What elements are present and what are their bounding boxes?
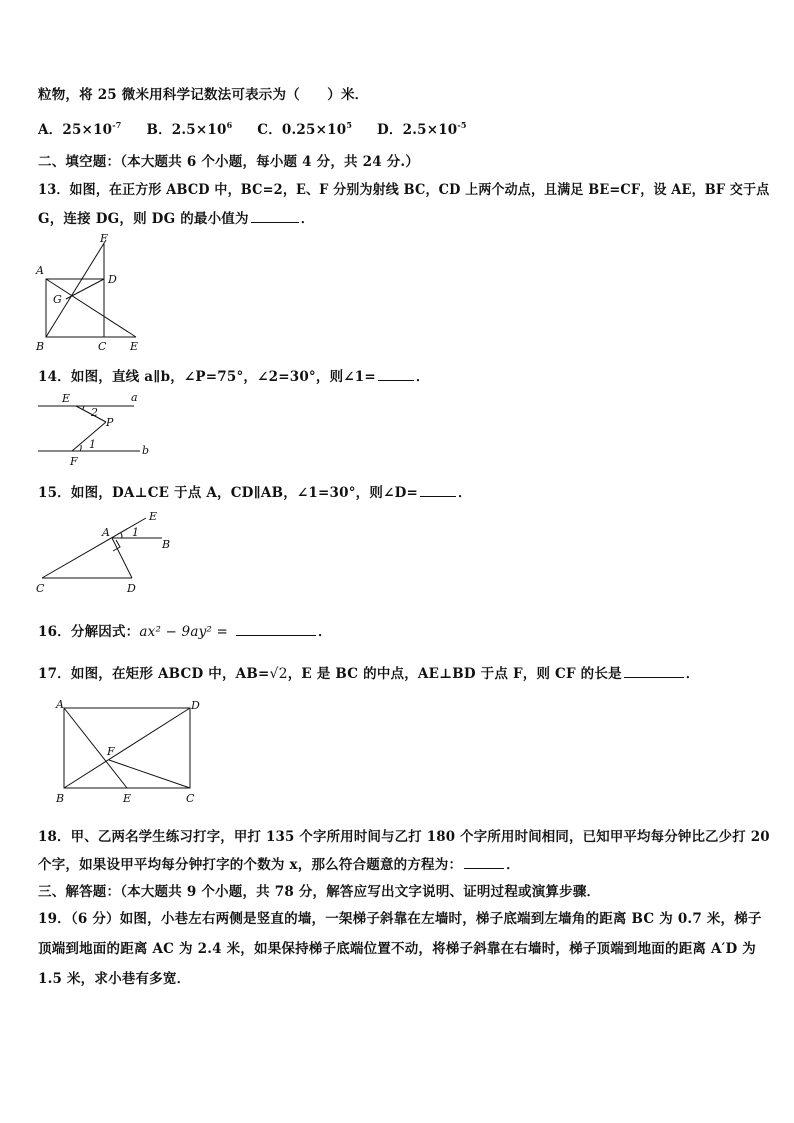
fig13-label-e: E xyxy=(130,340,139,353)
section2-header: 二、填空题：（本大题共 6 个小题，每小题 4 分，共 24 分.） xyxy=(38,154,420,170)
fig13-label-c: C xyxy=(98,340,107,353)
option-b: B．$2.5\times 10^6$ xyxy=(146,120,233,138)
q12-options xyxy=(38,118,467,138)
figure-15 xyxy=(34,506,184,598)
q17-text: 17．如图，在矩形 ABCD 中，AB=√2，E 是 BC 的中点，AE⊥BD 于点 F，则 CF 的长是 ． xyxy=(38,666,700,682)
answer-blank xyxy=(464,856,504,869)
q14-text: 14．如图，直线 a∥b，∠P=75°，∠2=30°，则∠1= ． xyxy=(38,369,430,385)
answer-blank xyxy=(624,665,684,678)
fig17-label-b: B xyxy=(56,792,65,805)
fig13-label-a: A xyxy=(36,264,44,277)
option-a: A．$25\times 10^{-7}$ xyxy=(38,120,122,138)
answer-blank xyxy=(420,484,456,497)
q19-line2: 顶端到地面的距离 AC 为 2.4 米，如果保持梯子底端位置不动，将梯子斜靠在右墙时，梯子顶端到地面的距离 A′D 为 xyxy=(38,941,756,957)
answer-blank xyxy=(251,210,299,223)
fig14-label-e: E xyxy=(62,392,71,405)
fig13-label-d: D xyxy=(108,273,117,286)
q18-line1: 18．甲、乙两名学生练习打字，甲打 135 个字所用时间与乙打 180 个字所用时间相同，已知甲平均每分钟比乙少打 20 xyxy=(38,829,770,845)
q19-line3: 1.5 米，求小巷有多宽． xyxy=(38,971,191,987)
q16-text: 16．分解因式：ax² − 9ay² = ． xyxy=(38,624,332,640)
fig15-label-e: E xyxy=(149,510,158,523)
q15-text: 15．如图，DA⊥CE 于点 A，CD∥AB，∠1=30°，则∠D= ． xyxy=(38,485,472,501)
fig15-label-d: D xyxy=(127,582,136,595)
fig13-label-g: G xyxy=(53,293,62,306)
fig14-label-p: P xyxy=(106,416,114,429)
fig15-label-a: A xyxy=(102,526,110,539)
fig14-label-2: 2 xyxy=(91,406,98,419)
fig14-label-a: a xyxy=(131,391,138,404)
section3-header: 三、解答题：（本大题共 9 个小题，共 78 分，解答应写出文字说明、证明过程或演算步骤． xyxy=(38,884,601,900)
answer-blank xyxy=(378,368,414,381)
fig15-label-c: C xyxy=(36,582,45,595)
fig14-label-f: F xyxy=(70,455,78,468)
q16-expression: ax² − 9ay² = xyxy=(139,624,229,640)
q12-text: 粒物，将 25 微米用科学记数法可表示为（ ）米． xyxy=(38,87,369,103)
figure-14 xyxy=(34,388,164,468)
figure-13 xyxy=(34,230,144,356)
fig17-label-d: D xyxy=(191,699,200,712)
fig17-label-f: F xyxy=(107,745,115,758)
fig13-label-b: B xyxy=(36,340,45,353)
sqrt-two: √2 xyxy=(269,666,288,682)
option-d: D．$2.5\times 10^{-5}$ xyxy=(377,120,467,138)
fig15-label-b: B xyxy=(162,538,171,551)
fig14-label-1: 1 xyxy=(89,438,96,451)
q13-line1: 13．如图，在正方形 ABCD 中，BC=2，E、F 分别为射线 BC，CD 上两个动点，且满足 BE=CF，设 AE，BF 交于点 xyxy=(38,182,770,198)
q18-line2: 个字，如果设甲平均每分钟打字的个数为 x，那么符合题意的方程为： ． xyxy=(38,857,520,873)
fig13-label-f: F xyxy=(100,232,108,245)
fig14-label-b: b xyxy=(142,444,150,457)
option-c: C．$0.25\times 10^5$ xyxy=(257,120,353,138)
fig15-label-1: 1 xyxy=(132,526,139,539)
fig17-label-c: C xyxy=(186,792,195,805)
fig17-label-a: A xyxy=(56,698,64,711)
q13-line2: G，连接 DG，则 DG 的最小值为 ． xyxy=(38,211,315,227)
q19-line1: 19．（6 分）如图，小巷左右两侧是竖直的墙，一架梯子斜靠在左墙时，梯子底端到左墙角的距离 BC 为 0.7 米，梯子 xyxy=(38,911,762,927)
answer-blank xyxy=(236,623,316,636)
figure-17 xyxy=(50,696,210,808)
fig17-label-e: E xyxy=(123,792,132,805)
